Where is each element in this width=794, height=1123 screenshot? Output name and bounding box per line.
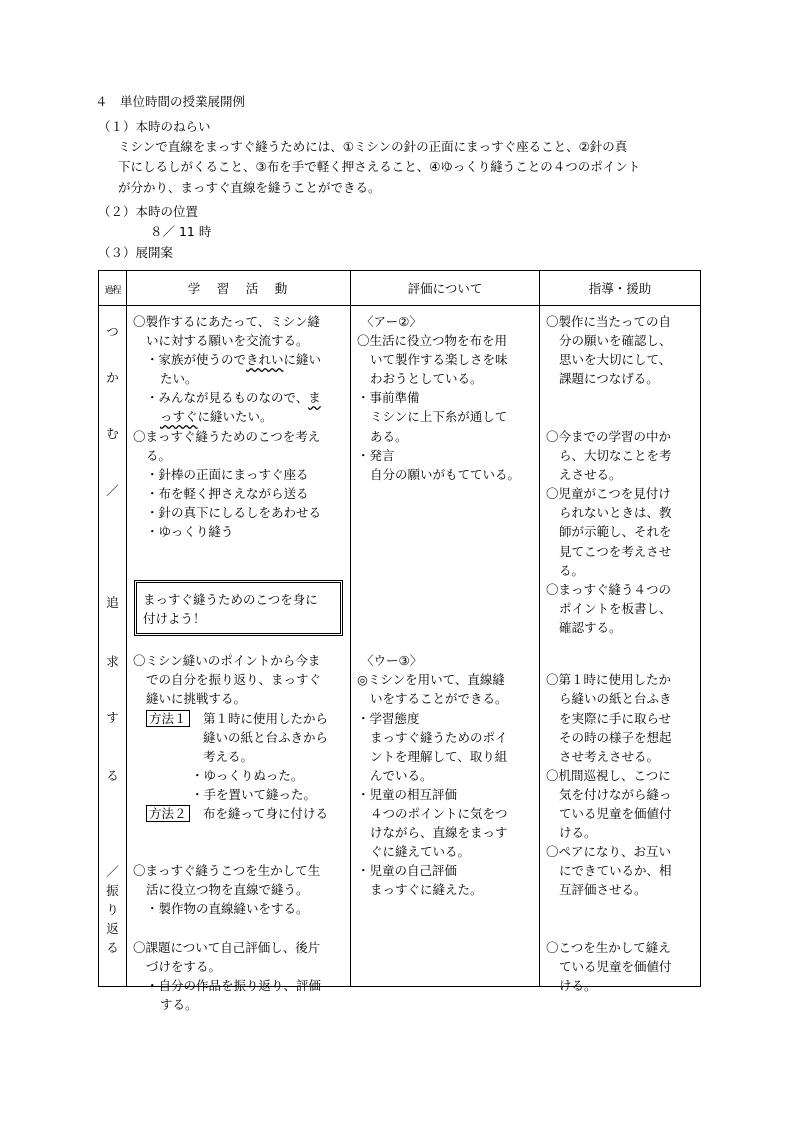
activity-text: ・製作物の直線縫いをする。 <box>146 901 309 916</box>
activity-text: での自分を振り返り、まっすぐ <box>146 672 322 687</box>
guide-text: 〇今までの学習の中か <box>546 429 672 444</box>
phase-char: か <box>106 370 119 385</box>
phase-char: す <box>106 710 119 725</box>
guide-text: 〇まっすぐ縫う４つの <box>546 582 672 597</box>
activity-text: ・手を置いて縫った。 <box>191 787 317 802</box>
guide-text: その時の様子を想起 <box>559 730 672 745</box>
activity-text: ・ゆっくりぬった。 <box>191 768 304 783</box>
section-heading: ４ 単位時間の授業展開例 <box>95 94 246 109</box>
eval-text: まっすぐ縫うためのポイ <box>370 730 508 745</box>
eval-text: 自分の願いがもてている。 <box>370 467 521 482</box>
method-1-label: 方法１ <box>146 709 190 728</box>
phase-char: ／ <box>106 483 119 498</box>
header-guide: 指導・援助 <box>540 271 701 306</box>
activity-text: 〇課題について自己評価し、後片 <box>133 940 321 955</box>
guide-text: 〇机間巡視し、こつに <box>546 768 671 783</box>
activity-text: 活に役立つ物を直線で縫う。 <box>146 882 309 897</box>
activity-column <box>127 306 351 1012</box>
aim-line-2: 下にしるしがくること、③布を手で軽く押さえること、④ゆっくり縫うことの４つのポイント <box>118 159 641 174</box>
eval-text: ・児童の相互評価 <box>357 787 458 802</box>
header-activity: 学 習 活 動 <box>127 271 351 306</box>
eval-column <box>351 306 540 987</box>
guide-text: 〇こつを生かして縫え <box>546 940 671 955</box>
aim-line-3: が分かり、まっすぐ直線を縫うことができる。 <box>118 180 381 195</box>
activity-text: 縫いの紙と台ふきから <box>203 730 329 745</box>
guide-text: 見てこつを考えさせ <box>559 544 672 559</box>
phase-char: る <box>106 940 119 955</box>
lesson-goal-box: まっすぐ縫うためのこつを身に 付けよう！ <box>134 580 343 636</box>
eval-text: いて製作する楽しさを味 <box>370 352 508 367</box>
position-label: （２）本時の位置 <box>98 204 199 219</box>
activity-text: ・自分の作品を振り返り、評価 <box>146 978 322 993</box>
guide-text: 〇ペアになり、お互い <box>546 844 672 859</box>
guide-text: 課題につなげる。 <box>559 371 659 386</box>
eval-text: けながら、直線をまっす <box>370 825 508 840</box>
phase-char: 返 <box>106 921 119 936</box>
guide-text: 分の願いを確認し、 <box>559 333 672 348</box>
eval-text: 〇生活に役立つ物を布を用 <box>357 333 508 348</box>
guide-text: ける。 <box>559 978 597 993</box>
activity-text: いに対する願いを交流する。 <box>146 333 309 348</box>
activity-text: 〇まっすぐ縫うこつを生かして生 <box>133 863 321 878</box>
phase-char: つ <box>106 324 119 339</box>
guide-text: 気を付けながら縫っ <box>559 787 672 802</box>
activity-text: づけをする。 <box>146 959 222 974</box>
guide-text: 互評価させる。 <box>559 882 647 897</box>
guide-text: 〇児童がこつを見付け <box>546 486 671 501</box>
phase-char: り <box>106 902 119 917</box>
eval-text: ・学習態度 <box>357 711 420 726</box>
eval-text: ある。 <box>370 429 408 444</box>
phase-char: 求 <box>106 654 119 669</box>
guide-text: ける。 <box>559 825 597 840</box>
guide-column <box>540 306 701 993</box>
phase-char: 追 <box>106 595 119 610</box>
activity-text: ・ゆっくり縫う <box>146 524 234 539</box>
position-value: ８／ 11 時 <box>150 224 212 239</box>
guide-text: ら、大切なことを考 <box>559 448 672 463</box>
guide-text: 〇製作に当たっての自 <box>546 314 672 329</box>
guide-text: ている児童を価値付 <box>559 959 672 974</box>
activity-text: っすぐに縫いたい。 <box>160 409 273 424</box>
phase-char: 振 <box>106 883 119 898</box>
eval-text: ・事前準備 <box>357 390 420 405</box>
eval-text: ４つのポイントに気をつ <box>370 806 508 821</box>
guide-text: えさせる。 <box>559 467 622 482</box>
guide-text: 師が示範し、それを <box>559 524 672 539</box>
eval-text: ントを理解して、取り組 <box>370 749 508 764</box>
phase-char: む <box>106 426 119 441</box>
phase-char: る <box>106 768 119 783</box>
activity-text: る。 <box>146 448 172 463</box>
aim-line-1: ミシンで直線をまっすぐ縫うためには、①ミシンの針の正面にまっすぐ座ること、②針の真 <box>118 139 628 154</box>
phase-column <box>99 306 127 987</box>
guide-text: ている児童を価値付 <box>559 806 672 821</box>
eval-text: ◎ミシンを用いて、直線縫 <box>357 672 505 687</box>
activity-text: ・みんなが見るものなので、ま <box>146 390 321 405</box>
activity-text: 〇まっすぐ縫うためのこつを考え <box>133 429 321 444</box>
activity-text: ・家族が使うのできれいに縫い <box>146 352 322 367</box>
activity-text: ・針の真下にしるしをあわせる <box>146 505 322 520</box>
guide-text: 〇第１時に使用したか <box>546 672 672 687</box>
eval-text: ・児童の自己評価 <box>357 863 458 878</box>
activity-text: 〇製作するにあたって、ミシン縫 <box>133 314 320 329</box>
guide-text: ポイントを板書し、 <box>559 601 672 616</box>
phase-char: ／ <box>106 864 119 879</box>
eval-text: わおうとしている。 <box>370 371 483 386</box>
lesson-plan-table <box>98 270 701 1012</box>
activity-text: 第１時に使用したから <box>203 711 329 726</box>
guide-text: にできているか、相 <box>559 863 672 878</box>
activity-text: する。 <box>160 997 198 1012</box>
guide-text: させ考えさせる。 <box>559 749 660 764</box>
guide-text: 確認する。 <box>559 620 622 635</box>
eval-text: 〈アー②〉 <box>361 314 422 329</box>
guide-text: を実際に手に取らせ <box>559 711 672 726</box>
aim-label: （１）本時のねらい <box>98 119 211 134</box>
guide-text: 思いを大切にして、 <box>559 352 672 367</box>
plan-label: （３）展開案 <box>98 245 174 260</box>
eval-text: ぐに縫えている。 <box>370 844 471 859</box>
activity-text: 考える。 <box>203 749 254 764</box>
guide-text: られないときは、教 <box>559 505 672 520</box>
activity-text: たい。 <box>160 371 198 386</box>
header-eval: 評価について <box>351 271 540 306</box>
header-phase: 過程 <box>99 271 127 306</box>
activity-text: 布を縫って身に付ける <box>203 806 329 821</box>
guide-text: ら縫いの紙と台ふき <box>559 691 672 706</box>
eval-text: いをすることができる。 <box>370 691 508 706</box>
activity-text: ・針棒の正面にまっすぐ座る <box>146 467 309 482</box>
eval-text: まっすぐに縫えた。 <box>370 882 483 897</box>
activity-text: 縫いに挑戦する。 <box>146 691 247 706</box>
eval-text: 〈ウー③〉 <box>361 653 423 668</box>
eval-text: んでいる。 <box>370 768 433 783</box>
guide-text: る。 <box>559 563 585 578</box>
activity-text: 〇ミシン縫いのポイントから今ま <box>133 653 321 668</box>
method-2-label: 方法２ <box>146 804 190 823</box>
eval-text: ミシンに上下糸が通して <box>370 409 508 424</box>
eval-text: ・発言 <box>357 448 395 463</box>
activity-text: ・布を軽く押さえながら送る <box>146 486 309 501</box>
